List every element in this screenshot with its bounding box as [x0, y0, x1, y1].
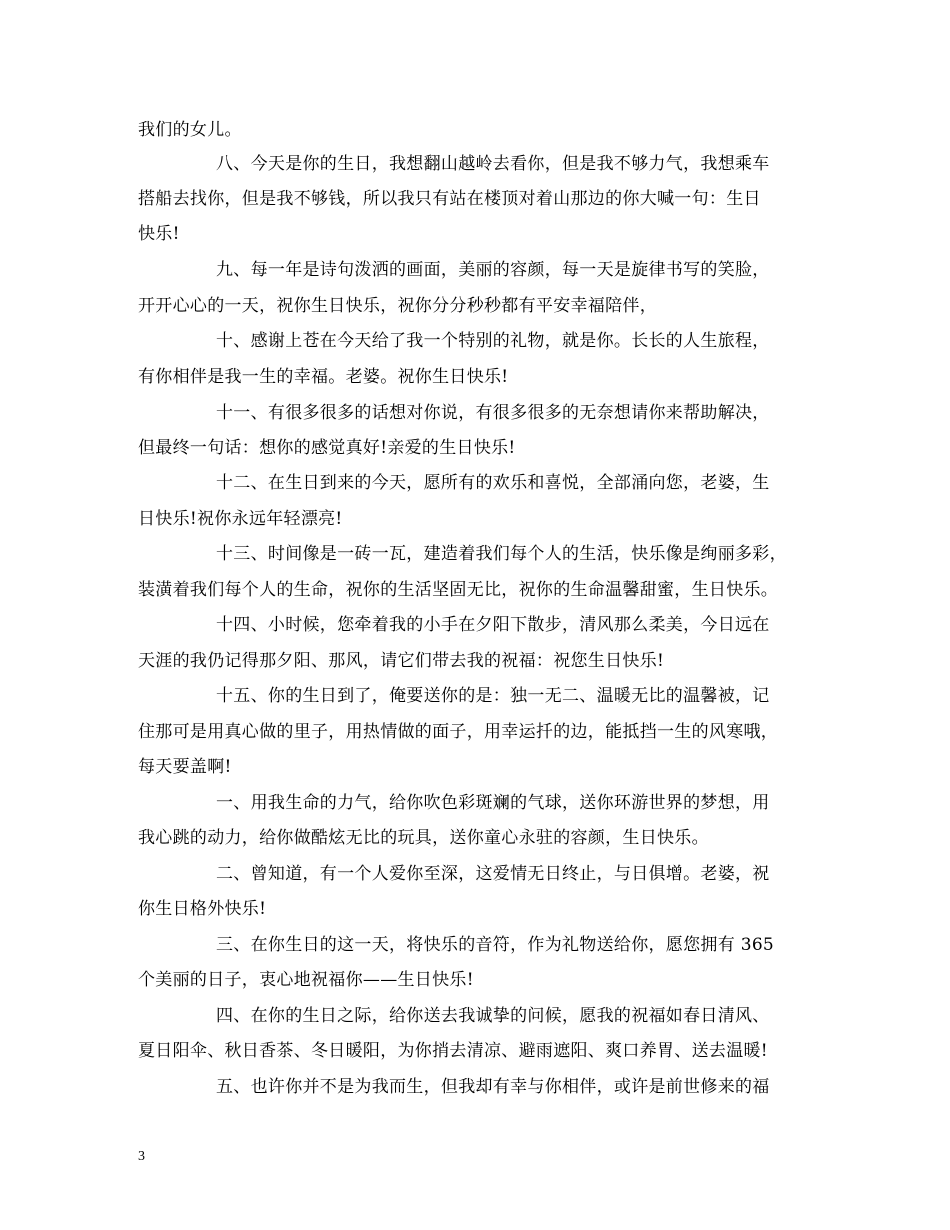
text-line: 十二、在生日到来的今天，愿所有的欢乐和喜悦，全部涌向您，老婆，生 [216, 473, 770, 493]
text-line: 夏日阳伞、秋日香茶、冬日暖阳，为你捎去清凉、避雨遮阳、爽口养胃、送去温暖! [138, 1041, 768, 1061]
text-line: 十一、有很多很多的话想对你说，有很多很多的无奈想请你来帮助解决， [216, 403, 770, 423]
text-line: 十四、小时候，您牵着我的小手在夕阳下散步，清风那么柔美，今日远在 [216, 615, 770, 635]
page-number: 3 [138, 1149, 145, 1164]
text-line: 我们的女儿。 [138, 120, 242, 140]
text-line: 每天要盖啊! [138, 757, 232, 777]
text-line: 十、感谢上苍在今天给了我一个特别的礼物，就是你。长长的人生旅程， [216, 331, 770, 351]
text-line: 有你相伴是我一生的幸福。老婆。祝你生日快乐! [138, 367, 509, 387]
text-line: 装潢着我们每个人的生命，祝你的生活坚固无比，祝你的生命温馨甜蜜，生日快乐。 [138, 580, 779, 600]
text-line: 日快乐!祝你永远年轻漂亮! [138, 509, 343, 529]
text-line: 快乐! [138, 224, 180, 244]
text-line: 十三、时间像是一砖一瓦，建造着我们每个人的生活，快乐像是绚丽多彩， [216, 544, 787, 564]
text-line: 八、今天是你的生日，我想翻山越岭去看你，但是我不够力气，我想乘车 [216, 154, 770, 174]
text-line: 二、曾知道，有一个人爱你至深，这爱情无日终止，与日俱增。老婆，祝 [216, 864, 770, 884]
text-line: 四、在你的生日之际，给你送去我诚挚的问候，愿我的祝福如春日清风、 [216, 1006, 770, 1026]
text-line: 开开心心的一天，祝你生日快乐，祝你分分秒秒都有平安幸福陪伴， [138, 296, 657, 316]
text-line: 五、也许你并不是为我而生，但我却有幸与你相伴，或许是前世修来的福 [216, 1077, 770, 1097]
text-line: 十五、你的生日到了，俺要送你的是：独一无二、温暖无比的温馨被，记 [216, 686, 770, 706]
text-line: 你生日格外快乐! [138, 899, 267, 919]
text-line: 天涯的我仍记得那夕阳、那风，请它们带去我的祝福：祝您生日快乐! [138, 651, 665, 671]
text-line: 一、用我生命的力气，给你吹色彩斑斓的气球，送你环游世界的梦想，用 [216, 793, 770, 813]
text-line: 搭船去找你，但是我不够钱，所以我只有站在楼顶对着山那边的你大喊一句：生日 [138, 189, 761, 209]
text-line: 住那可是用真心做的里子，用热情做的面子，用幸运扦的边，能抵挡一生的风寒哦， [138, 722, 779, 742]
text-line: 三、在你生日的这一天，将快乐的音符，作为礼物送给你，愿您拥有 365 [216, 935, 775, 955]
text-line: 我心跳的动力，给你做酷炫无比的玩具，送你童心永驻的容颜，生日快乐。 [138, 828, 709, 848]
text-line: 九、每一年是诗句泼洒的画面，美丽的容颜，每一天是旋律书写的笑脸， [216, 260, 770, 280]
text-line: 但最终一句话：想你的感觉真好!亲爱的生日快乐! [138, 438, 516, 458]
text-line: 个美丽的日子，衷心地祝福你——生日快乐! [138, 970, 474, 990]
